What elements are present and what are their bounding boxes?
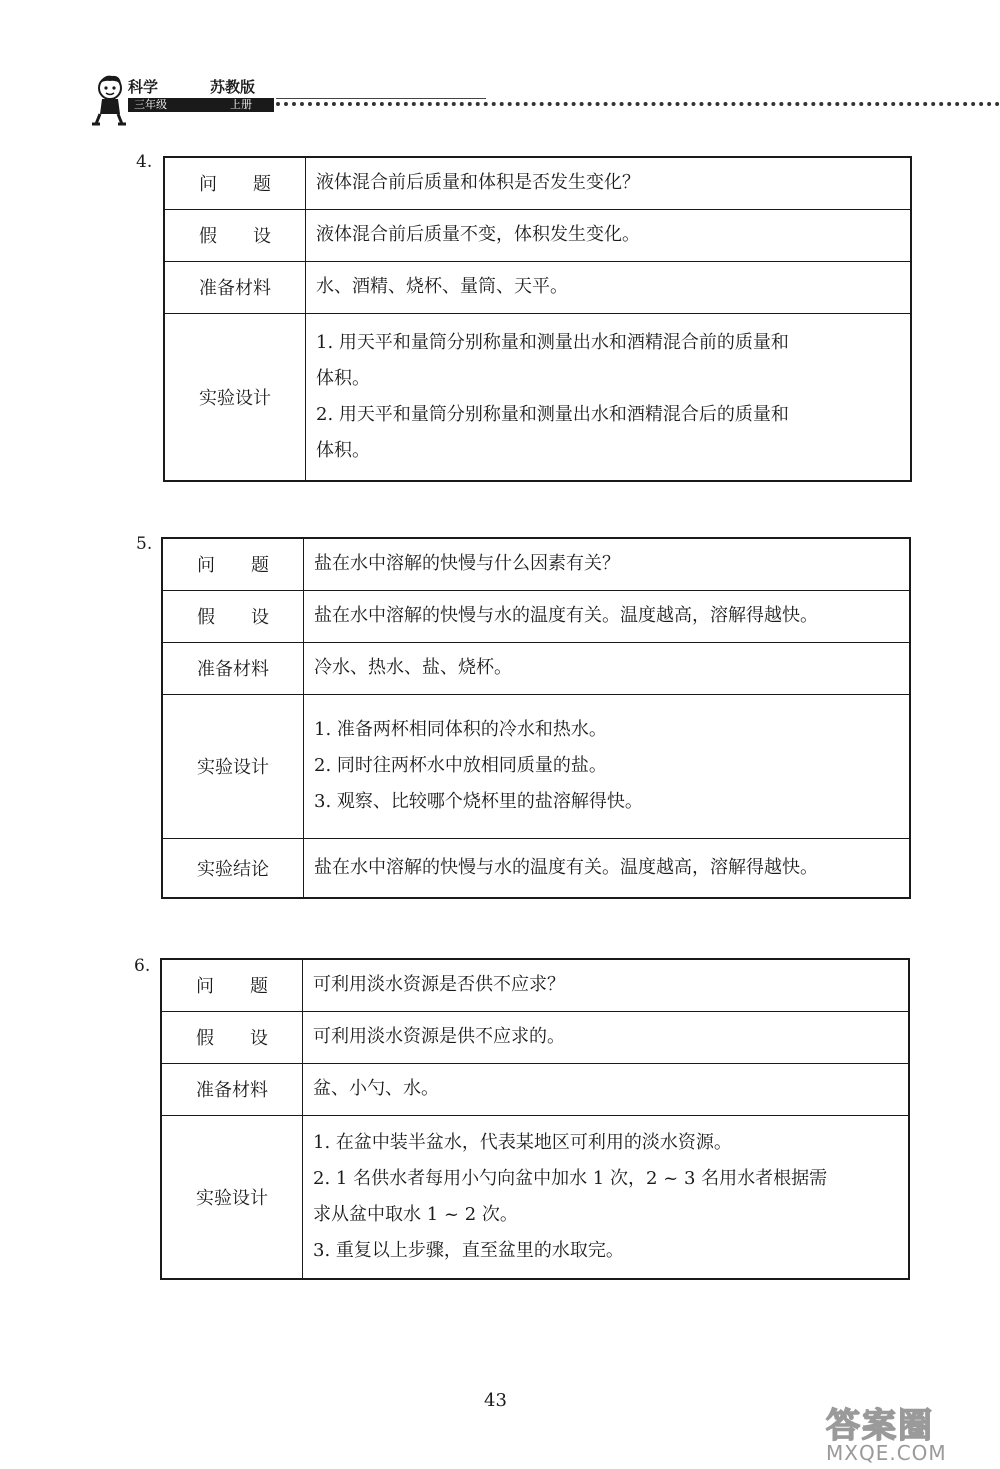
table-row — [162, 838, 910, 898]
row-label: 准备材料 — [161, 1063, 303, 1115]
row-label: 实验结论 — [162, 838, 304, 898]
row-content: 液体混合前后质量和体积是否发生变化？ — [306, 157, 912, 209]
row-label: 实验设计 — [162, 694, 304, 838]
row-content: 盐在水中溶解的快慢与水的温度有关。温度越高，溶解得越快。 — [304, 590, 911, 642]
row-content: 冷水、热水、盐、烧杯。 — [304, 642, 911, 694]
row-content: 可利用淡水资源是否供不应求？ — [303, 959, 910, 1011]
row-label: 问 题 — [164, 157, 306, 209]
grade-label: 三年级 — [134, 98, 167, 111]
header-dotted-rule — [276, 102, 1000, 106]
question-number: 5. — [136, 534, 153, 554]
experiment-table — [163, 156, 912, 482]
row-content: 盐在水中溶解的快慢与水的温度有关。温度越高，溶解得越快。 — [304, 838, 911, 898]
row-label: 实验设计 — [161, 1115, 303, 1279]
row-content: 盐在水中溶解的快慢与什么因素有关？ — [304, 538, 911, 590]
table-row — [161, 1063, 909, 1115]
row-label: 准备材料 — [162, 642, 304, 694]
row-content: 可利用淡水资源是供不应求的。 — [303, 1011, 910, 1063]
row-content: 1. 在盆中装半盆水，代表某地区可利用的淡水资源。 2. 1 名供水者每用小勺向盆中加水 1 次，2 ~ 3 名用水者根据需 求从盆中取水 1 ~ 2 次。 3. 重复以上步骤，直至盆里的水取完。 — [303, 1115, 910, 1279]
volume-label: 上册 — [230, 98, 252, 111]
row-label: 问 题 — [162, 538, 304, 590]
row-label: 假 设 — [162, 590, 304, 642]
table-row — [161, 1011, 909, 1063]
watermark-url: MXQE.COM — [826, 1441, 947, 1465]
question-number: 6. — [134, 956, 151, 976]
table-row — [162, 642, 910, 694]
experiment-table — [161, 537, 911, 899]
row-content: 水、酒精、烧杯、量筒、天平。 — [306, 261, 912, 313]
table-row — [164, 313, 911, 481]
table-row — [164, 209, 911, 261]
question-number: 4. — [136, 152, 153, 172]
row-label: 假 设 — [164, 209, 306, 261]
subject-label: 科学 — [128, 78, 159, 96]
watermark — [826, 1398, 947, 1465]
row-content: 盆、小勺、水。 — [303, 1063, 910, 1115]
watermark-logo: 答案圈 — [826, 1406, 934, 1446]
table-row — [162, 694, 910, 838]
table-row — [161, 959, 909, 1011]
row-content: 1. 用天平和量筒分别称量和测量出水和酒精混合前的质量和 体积。 2. 用天平和量筒分别称量和测量出水和酒精混合后的质量和 体积。 — [306, 313, 912, 481]
row-label: 问 题 — [161, 959, 303, 1011]
header-rule — [276, 98, 486, 99]
page-number: 43 — [484, 1390, 507, 1411]
table-row — [162, 590, 910, 642]
mascot-icon — [88, 72, 128, 128]
experiment-table — [160, 958, 910, 1280]
row-label: 准备材料 — [164, 261, 306, 313]
table-row — [164, 261, 911, 313]
table-row — [164, 157, 911, 209]
row-label: 假 设 — [161, 1011, 303, 1063]
page-header — [88, 72, 1000, 132]
edition-label: 苏教版 — [210, 78, 256, 96]
row-label: 实验设计 — [164, 313, 306, 481]
table-row — [161, 1115, 909, 1279]
row-content: 液体混合前后质量不变，体积发生变化。 — [306, 209, 912, 261]
row-content: 1. 准备两杯相同体积的冷水和热水。 2. 同时往两杯水中放相同质量的盐。 3. 观察、比较哪个烧杯里的盐溶解得快。 — [304, 694, 911, 838]
table-row — [162, 538, 910, 590]
